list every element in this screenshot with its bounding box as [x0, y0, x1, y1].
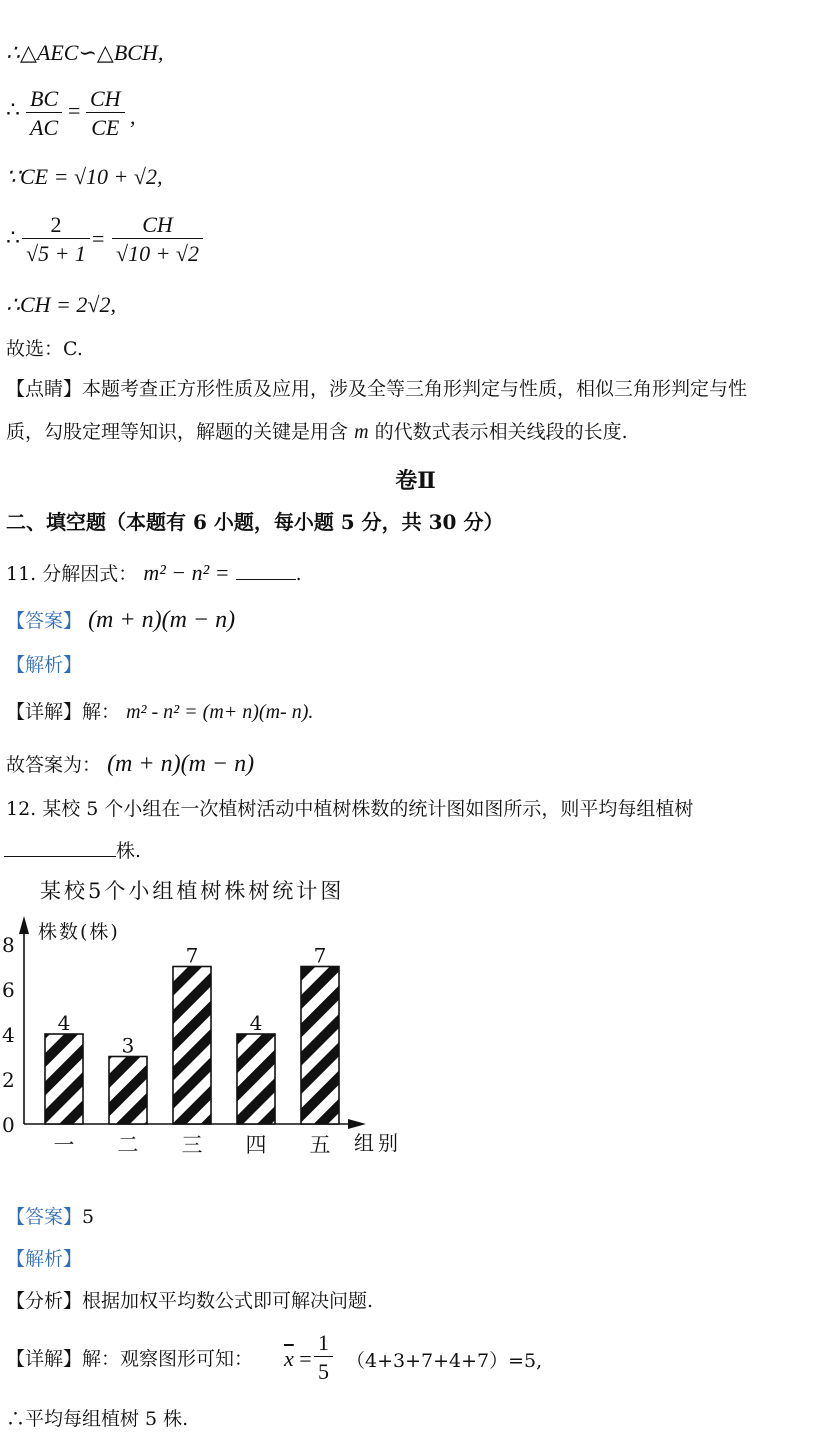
q11-answer-line: [6, 608, 235, 632]
bar-value-label: 7: [185, 943, 199, 968]
bar: [301, 967, 339, 1125]
equals-sign-1: =: [68, 98, 81, 123]
dianjing-text-2b: 的代数式表示相关线段的长度.: [374, 421, 628, 443]
bar: [109, 1057, 147, 1125]
ratio2-right: [112, 212, 203, 267]
q11-conclusion-line: [6, 752, 254, 776]
dianjing-line-2: [6, 422, 628, 442]
q12-detail-line: [6, 1350, 253, 1369]
x-category-label: 四: [245, 1133, 267, 1157]
q12-analysis-tag: 【解析】: [6, 1248, 83, 1270]
q12-prompt: 某校 5 个小组在一次植树活动中植树株数的统计图如图所示，则平均每组植树: [42, 798, 694, 820]
q12-number: 12.: [6, 798, 37, 820]
dianjing-text-1: 本题考查正方形性质及应用，涉及全等三角形判定与性质，相似三角形判定与性: [82, 378, 748, 400]
bar-value-label: 4: [249, 1011, 263, 1035]
q12-answer: 5: [82, 1206, 95, 1228]
ratio2-right-den: √10 + √2: [112, 238, 203, 267]
q11-detail-text: 解：: [82, 701, 121, 723]
similar-triangles-line: ∴△AEC∽△BCH,: [6, 40, 164, 65]
x-category-label: 二: [117, 1133, 139, 1157]
section-heading: 二、填空题（本题有 6 小题，每小题 5 分，共 30 分）: [6, 510, 504, 534]
y-axis-arrow: [19, 916, 29, 934]
q12-line: [6, 800, 693, 819]
ratio2-left-den: √5 + 1: [22, 238, 90, 267]
y-tick-label: 4: [2, 1023, 15, 1047]
q11-answer-tag: 【答案】: [6, 610, 83, 632]
y-tick-label: 6: [2, 978, 15, 1002]
chart-title: 某校5个小组植树株树统计图: [40, 879, 345, 903]
q11-prompt: 分解因式：: [42, 563, 138, 585]
therefore-symbol-1: ∴: [6, 98, 20, 123]
y-tick-label: 8: [2, 933, 15, 957]
q12-fenxi-line: [6, 1292, 373, 1311]
q12-frac-num: 1: [318, 1330, 329, 1355]
dianjing-line-1: [6, 380, 747, 399]
ratio2-left-num: 2: [50, 212, 62, 237]
ce-value-line: ∵CE = √10 + √2,: [6, 164, 163, 189]
q11-line: 11. 分解因式： m² − n² = .: [6, 560, 302, 585]
q12-answer-blank: [4, 856, 116, 857]
y-tick-label: 2: [2, 1068, 15, 1092]
q12-unit: 株.: [116, 840, 142, 862]
ratio-left: [26, 86, 62, 141]
q12-conclusion: ∴平均每组植树 5 株.: [6, 1408, 189, 1430]
x-category-label: 一: [53, 1133, 75, 1157]
bar-value-label: 7: [313, 943, 327, 968]
ratio-right-den: CE: [86, 112, 125, 141]
q11-analysis-tag: 【解析】: [6, 654, 83, 676]
choice-line: 故选：C.: [6, 338, 83, 360]
dianjing-var-m: m: [354, 421, 369, 443]
q12-fenxi-tag: 【分析】: [6, 1290, 83, 1312]
therefore-symbol-2: ∴: [6, 226, 20, 251]
ratio2-right-num: CH: [142, 212, 173, 237]
bar: [45, 1034, 83, 1124]
q12-blank-line: [4, 842, 141, 861]
x-category-label: 五: [309, 1133, 331, 1157]
dianjing-tag: 【点睛】: [6, 378, 83, 400]
comma-1: ,: [130, 104, 136, 129]
q12-detail-tag: 【详解】: [6, 1348, 83, 1370]
x-axis-label: 组别: [354, 1131, 402, 1155]
q12-detail-text: 解：观察图形可知：: [82, 1348, 254, 1370]
q12-fenxi-text: 根据加权平均数公式即可解决问题.: [82, 1290, 374, 1312]
q11-conclusion: (m + n)(m − n): [107, 751, 255, 777]
q12-detail-tail: （4+3+7+4+7）=5,: [346, 1350, 543, 1372]
q11-conclusion-label: 故答案为：: [6, 754, 102, 776]
bar: [237, 1034, 275, 1124]
ratio-right: [86, 86, 125, 141]
x-axis-arrow: [348, 1119, 366, 1129]
bar-value-label: 3: [121, 1033, 135, 1058]
q11-answer: (m + n)(m − n): [88, 607, 236, 633]
ratio2-left: [22, 212, 90, 267]
q12-answer-tag: 【答案】: [6, 1206, 83, 1228]
q12-xbar-var: $\overline{x}$: [284, 1346, 294, 1371]
x-category-label: 三: [181, 1133, 203, 1157]
bar-value-label: 4: [57, 1011, 71, 1035]
dianjing-text-2a: 质，勾股定理等知识，解题的关键是用含: [6, 421, 349, 443]
q12-frac-den: 5: [314, 1356, 333, 1385]
q11-detail-line: [6, 702, 313, 722]
q12-fraction: [314, 1330, 333, 1385]
q12-xbar: [284, 1346, 312, 1372]
q11-answer-blank: [236, 579, 296, 580]
ratio-left-num: BC: [30, 86, 59, 111]
q11-expr: m² − n² =: [143, 560, 230, 585]
tree-planting-bar-chart: [0, 872, 420, 1162]
ch-value-line: ∴CH = 2√2,: [6, 292, 116, 317]
q12-eq: =: [299, 1346, 312, 1371]
ratio-left-den: AC: [26, 112, 62, 141]
q11-detail-expr: m² - n² = (m+ n)(m- n).: [126, 701, 314, 723]
y-tick-label: 0: [2, 1113, 15, 1137]
q12-answer-line: [6, 1208, 94, 1227]
y-axis-label: 株数(株): [38, 921, 120, 943]
bar: [173, 967, 211, 1125]
ratio-right-num: CH: [90, 86, 121, 111]
q11-detail-tag: 【详解】: [6, 701, 83, 723]
volume-title: 卷Ⅱ: [395, 468, 436, 494]
q11-number: 11.: [6, 563, 37, 585]
equals-sign-2: =: [92, 226, 105, 251]
